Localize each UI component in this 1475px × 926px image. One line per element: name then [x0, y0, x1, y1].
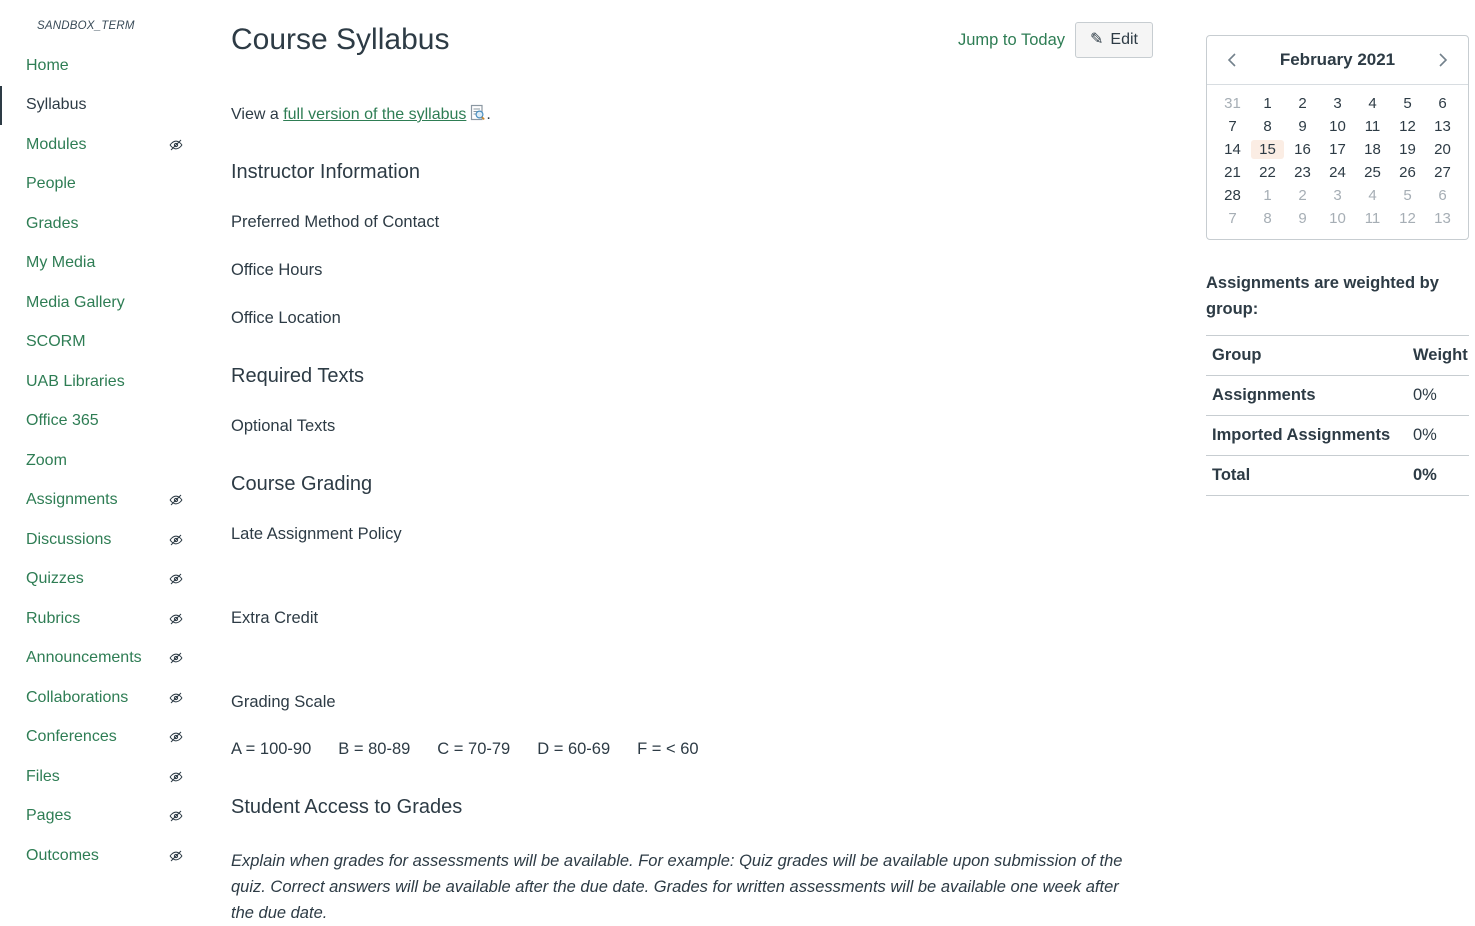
grades-access-note: Explain when grades for assessments will be available. For example: Quiz grades will be available upon submission of the quiz. Correct answers will be available after the due date. Grades for written assessments will be available one week after the due date. — [231, 852, 1123, 922]
sidebar-item-label: My Media — [26, 254, 96, 272]
hidden-eye-icon — [167, 848, 185, 864]
main-content — [220, 0, 1206, 922]
group-column-header: Group — [1206, 336, 1407, 376]
calendar-day-selected[interactable] — [1250, 138, 1285, 161]
header-actions — [958, 22, 1153, 58]
calendar-day-number: 7 — [1228, 118, 1237, 135]
calendar-day-number: 3 — [1333, 187, 1342, 204]
calendar-day[interactable] — [1320, 207, 1355, 230]
calendar-day-number: 11 — [1364, 118, 1381, 135]
calendar-day-number: 5 — [1403, 187, 1412, 204]
calendar-day-number: 10 — [1329, 118, 1346, 135]
calendar-day[interactable] — [1250, 161, 1285, 184]
sidebar-item-label: Announcements — [26, 649, 142, 667]
sidebar-item-collaborations[interactable] — [0, 678, 220, 718]
grade-scale-entry: B = 80-89 — [338, 740, 411, 758]
calendar-day[interactable] — [1355, 207, 1390, 230]
chevron-left-icon — [1225, 51, 1239, 69]
calendar-day-number: 12 — [1399, 210, 1416, 227]
calendar-day-number: 28 — [1224, 187, 1241, 204]
calendar-day[interactable] — [1250, 207, 1285, 230]
hidden-eye-icon — [167, 808, 185, 824]
weight-group-name: Total — [1206, 456, 1407, 496]
sidebar-item-label: Quizzes — [26, 570, 84, 588]
hidden-eye-icon — [167, 492, 185, 508]
calendar-day-number: 2 — [1298, 95, 1307, 112]
hidden-eye-icon — [167, 729, 185, 745]
sidebar-item-quizzes[interactable] — [0, 560, 220, 600]
main-header — [231, 22, 1153, 58]
sidebar-item-zoom[interactable] — [0, 441, 220, 481]
sidebar-item-syllabus[interactable] — [0, 86, 220, 126]
calendar-day[interactable] — [1425, 184, 1460, 207]
weights-table — [1206, 335, 1469, 496]
calendar-day[interactable] — [1390, 138, 1425, 161]
office-location-line: Office Location — [231, 309, 341, 327]
calendar-day-number: 8 — [1263, 210, 1272, 227]
hidden-eye-icon — [167, 137, 185, 153]
calendar-day-number: 13 — [1434, 118, 1451, 135]
edit-button[interactable] — [1075, 22, 1153, 58]
calendar-day-number: 27 — [1434, 164, 1451, 181]
term-label: SANDBOX_TERM — [37, 20, 135, 32]
calendar-day[interactable] — [1215, 184, 1250, 207]
table-row — [1206, 416, 1469, 456]
calendar-month-label: February 2021 — [1279, 50, 1396, 69]
calendar-day-number: 18 — [1364, 141, 1381, 158]
calendar-day[interactable] — [1390, 115, 1425, 138]
sidebar-item-label: Outcomes — [26, 846, 99, 864]
calendar-day-number: 15 — [1251, 140, 1284, 159]
view-syllabus-line — [231, 104, 1153, 124]
sidebar-item-label: People — [26, 175, 76, 193]
student-access-heading: Student Access to Grades — [231, 796, 463, 818]
calendar-day[interactable] — [1250, 115, 1285, 138]
hidden-eye-icon — [167, 571, 185, 587]
calendar-day-number: 11 — [1364, 210, 1381, 227]
calendar-day-number: 10 — [1329, 210, 1346, 227]
calendar-day-number: 20 — [1434, 141, 1451, 158]
sidebar-item-modules[interactable] — [0, 125, 220, 165]
right-rail — [1206, 0, 1475, 877]
sidebar-item-rubrics[interactable] — [0, 599, 220, 639]
course-grading-heading: Course Grading — [231, 473, 373, 495]
sidebar-item-label: Rubrics — [26, 609, 81, 627]
calendar-day-number: 6 — [1438, 187, 1447, 204]
hidden-eye-icon — [167, 769, 185, 785]
hidden-eye-icon — [167, 690, 185, 706]
extra-credit-line: Extra Credit — [231, 609, 319, 627]
sidebar-item-scorm[interactable] — [0, 323, 220, 363]
calendar-day[interactable] — [1320, 115, 1355, 138]
grading-scale-label: Grading Scale — [231, 693, 336, 711]
weights-table-body — [1206, 376, 1469, 496]
calendar-day[interactable] — [1285, 161, 1320, 184]
sidebar-item-label: Home — [26, 56, 69, 74]
optional-texts-line: Optional Texts — [231, 417, 336, 435]
weight-value: 0% — [1407, 376, 1469, 416]
jump-to-today-link[interactable]: Jump to Today — [958, 30, 1066, 49]
calendar-day[interactable] — [1285, 184, 1320, 207]
sidebar-item-label: Media Gallery — [26, 293, 125, 311]
calendar-day-number: 3 — [1333, 95, 1342, 112]
weight-value: 0% — [1407, 456, 1469, 496]
calendar-day[interactable] — [1390, 92, 1425, 115]
calendar-day-number: 25 — [1364, 164, 1381, 181]
edit-button-label: Edit — [1110, 31, 1138, 48]
calendar-day[interactable] — [1285, 138, 1320, 161]
table-row — [1206, 376, 1469, 416]
calendar-day[interactable] — [1285, 115, 1320, 138]
weight-value: 0% — [1407, 416, 1469, 456]
calendar-day-number: 21 — [1224, 164, 1241, 181]
calendar-day-number: 22 — [1259, 164, 1276, 181]
sidebar-item-files[interactable] — [0, 757, 220, 797]
calendar-day[interactable] — [1285, 92, 1320, 115]
calendar-day[interactable] — [1215, 138, 1250, 161]
calendar-day-number: 19 — [1399, 141, 1416, 158]
calendar-day[interactable] — [1355, 92, 1390, 115]
weights-table-header-row — [1206, 336, 1469, 376]
calendar-day[interactable] — [1390, 207, 1425, 230]
weight-column-header: Weight — [1407, 336, 1469, 376]
sidebar-item-label: Modules — [26, 135, 87, 153]
grading-scale-values — [231, 740, 1153, 759]
sidebar-item-label: Office 365 — [26, 412, 99, 430]
document-preview-icon[interactable] — [470, 104, 486, 122]
sidebar-item-assignments[interactable] — [0, 481, 220, 521]
calendar-day-number: 16 — [1294, 141, 1311, 158]
view-prefix-text: View a — [231, 106, 284, 123]
hidden-eye-icon — [167, 650, 185, 666]
table-row — [1206, 456, 1469, 496]
calendar-day-number: 7 — [1228, 210, 1237, 227]
weights-intro-text: Assignments are weighted by group: — [1206, 274, 1439, 318]
pencil-icon: ✎ — [1090, 31, 1104, 48]
sidebar-item-label: Collaborations — [26, 688, 129, 706]
sidebar-item-media-gallery[interactable] — [0, 283, 220, 323]
grade-scale-entry: D = 60-69 — [537, 740, 611, 758]
calendar-day-number: 9 — [1298, 118, 1307, 135]
grade-scale-entry: A = 100-90 — [231, 740, 312, 758]
sidebar-item-label: Discussions — [26, 530, 112, 548]
calendar-grid — [1207, 85, 1468, 239]
sidebar-item-label: Syllabus — [26, 96, 87, 114]
calendar-day[interactable] — [1215, 161, 1250, 184]
course-nav — [0, 46, 220, 876]
calendar-day[interactable] — [1320, 161, 1355, 184]
sidebar-item-label: SCORM — [26, 333, 86, 351]
sidebar-item-announcements[interactable] — [0, 639, 220, 679]
weight-group-name: Imported Assignments — [1206, 416, 1407, 456]
calendar-day-number: 12 — [1399, 118, 1416, 135]
calendar-day[interactable] — [1425, 138, 1460, 161]
calendar-day[interactable] — [1215, 115, 1250, 138]
calendar-day[interactable] — [1215, 207, 1250, 230]
required-texts-heading: Required Texts — [231, 365, 365, 387]
sidebar-item-outcomes[interactable] — [0, 836, 220, 876]
calendar-day-number: 23 — [1294, 164, 1311, 181]
sidebar-item-pages[interactable] — [0, 797, 220, 837]
sidebar-item-grades[interactable] — [0, 204, 220, 244]
sidebar-item-my-media[interactable] — [0, 244, 220, 284]
grade-scale-entry: C = 70-79 — [437, 740, 511, 758]
instructor-info-heading: Instructor Information — [231, 161, 420, 183]
calendar-day[interactable] — [1390, 161, 1425, 184]
calendar-day[interactable] — [1320, 138, 1355, 161]
sidebar-item-home[interactable] — [0, 46, 220, 86]
calendar-day[interactable] — [1425, 92, 1460, 115]
calendar-day-number: 6 — [1438, 95, 1447, 112]
sidebar-item-label: Assignments — [26, 491, 118, 509]
sidebar-item-label: Zoom — [26, 451, 67, 469]
calendar-header — [1207, 36, 1468, 85]
hidden-eye-icon — [167, 611, 185, 627]
calendar-day[interactable] — [1390, 184, 1425, 207]
calendar-day-number: 17 — [1329, 141, 1346, 158]
hidden-eye-icon — [167, 532, 185, 548]
calendar-day-number: 2 — [1298, 187, 1307, 204]
page-title: Course Syllabus — [231, 23, 450, 56]
calendar-day[interactable] — [1250, 184, 1285, 207]
sidebar-item-label: UAB Libraries — [26, 372, 125, 390]
sidebar-item-discussions[interactable] — [0, 520, 220, 560]
calendar-day-number: 1 — [1263, 187, 1272, 204]
next-month-button[interactable] — [1428, 47, 1458, 73]
calendar-day-number: 4 — [1368, 95, 1377, 112]
calendar-day[interactable] — [1425, 115, 1460, 138]
sidebar-item-uab-libraries[interactable] — [0, 362, 220, 402]
sidebar-item-label: Grades — [26, 214, 79, 232]
calendar-day-number: 13 — [1434, 210, 1451, 227]
mini-calendar — [1206, 35, 1469, 240]
sidebar-item-label: Pages — [26, 807, 72, 825]
sidebar-item-conferences[interactable] — [0, 718, 220, 758]
calendar-day[interactable] — [1250, 92, 1285, 115]
sidebar-item-office-365[interactable] — [0, 402, 220, 442]
sidebar-item-label: Conferences — [26, 728, 117, 746]
calendar-day[interactable] — [1425, 207, 1460, 230]
full-syllabus-link[interactable]: full version of the syllabus — [283, 106, 467, 123]
calendar-day[interactable] — [1320, 184, 1355, 207]
previous-month-button[interactable] — [1217, 47, 1247, 73]
calendar-day[interactable] — [1285, 207, 1320, 230]
sidebar-item-people[interactable] — [0, 165, 220, 205]
calendar-day-number: 1 — [1263, 95, 1272, 112]
weight-group-name: Assignments — [1206, 376, 1407, 416]
calendar-day[interactable] — [1355, 184, 1390, 207]
calendar-day[interactable] — [1320, 92, 1355, 115]
calendar-day-number: 5 — [1403, 95, 1412, 112]
calendar-day[interactable] — [1355, 115, 1390, 138]
calendar-day-number: 14 — [1224, 141, 1241, 158]
calendar-day-number: 26 — [1399, 164, 1416, 181]
course-nav-sidebar — [0, 0, 220, 877]
calendar-day[interactable] — [1355, 161, 1390, 184]
grade-scale-entry: F = < 60 — [637, 740, 699, 758]
calendar-day-number: 8 — [1263, 118, 1272, 135]
office-hours-line: Office Hours — [231, 261, 323, 279]
calendar-day-number: 24 — [1329, 164, 1346, 181]
preferred-contact-line: Preferred Method of Contact — [231, 213, 440, 231]
calendar-day-number: 4 — [1368, 187, 1377, 204]
sidebar-item-label: Files — [26, 767, 60, 785]
chevron-right-icon — [1436, 51, 1450, 69]
late-policy-line: Late Assignment Policy — [231, 525, 402, 543]
calendar-day[interactable] — [1425, 161, 1460, 184]
calendar-day-number: 9 — [1298, 210, 1307, 227]
view-suffix-text: . — [486, 106, 491, 123]
calendar-day[interactable] — [1355, 138, 1390, 161]
calendar-day-number: 31 — [1224, 95, 1241, 112]
calendar-day[interactable] — [1215, 92, 1250, 115]
